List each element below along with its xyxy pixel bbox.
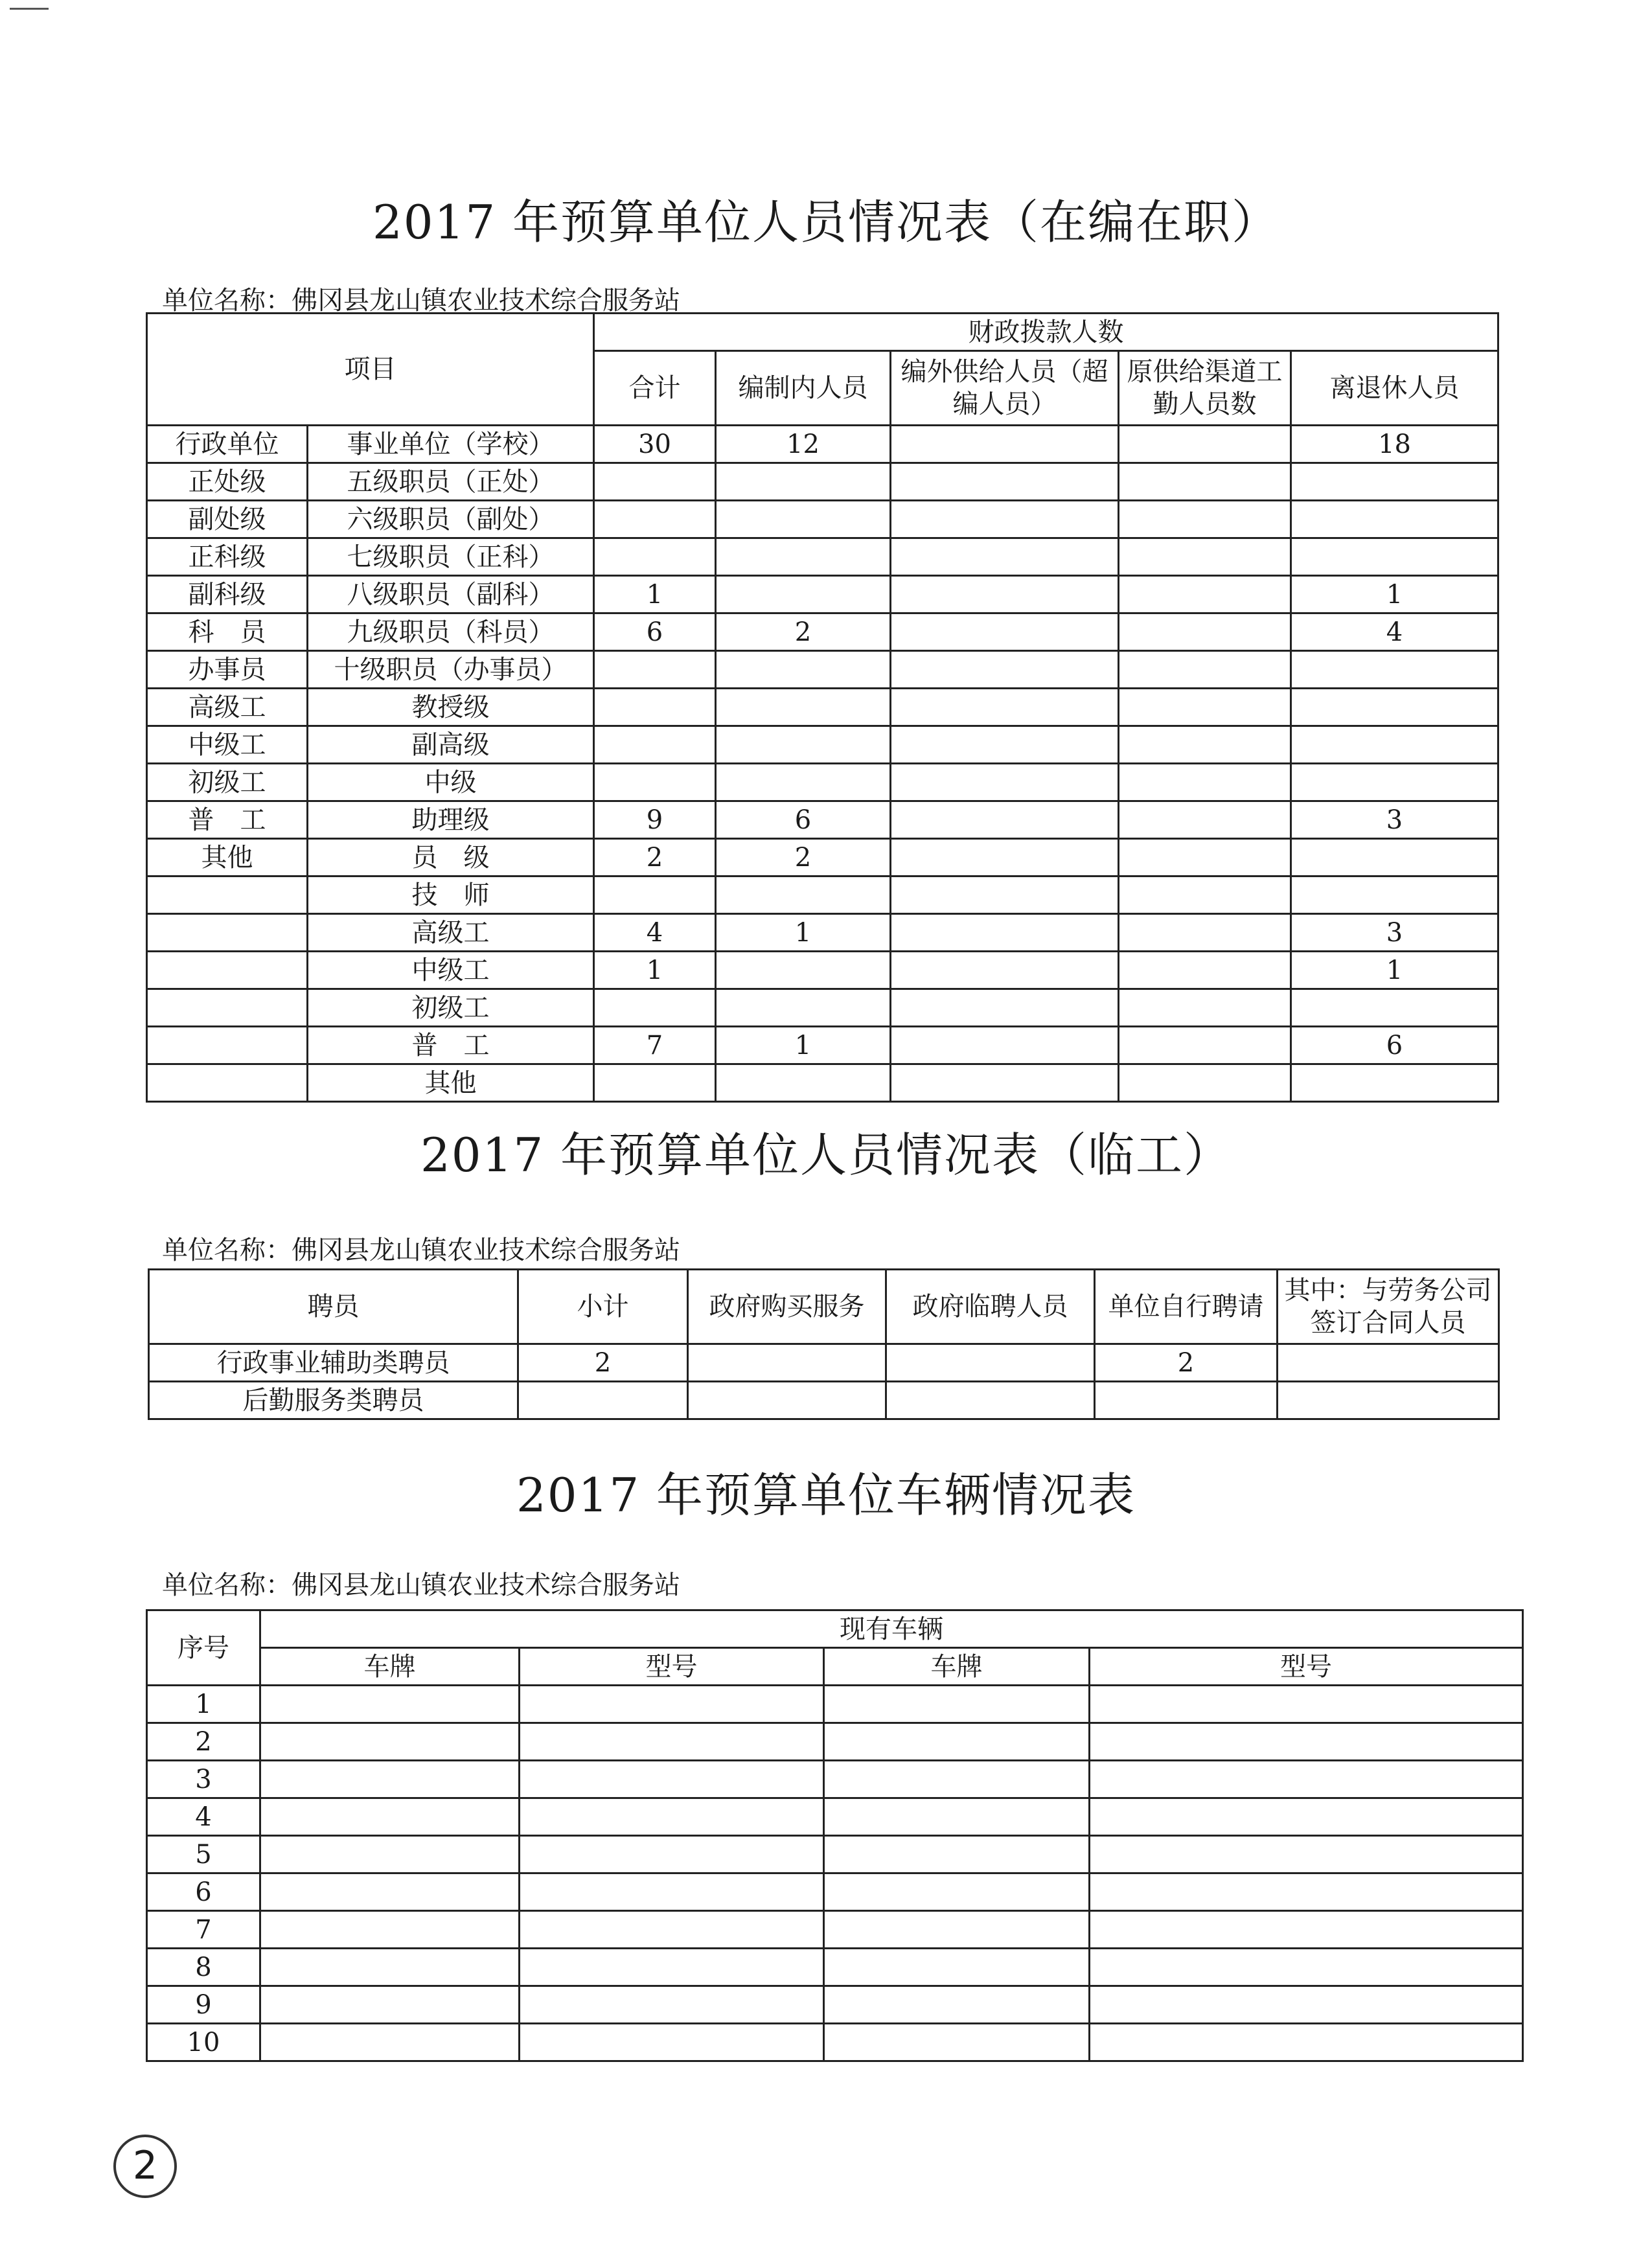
row-value: 4 bbox=[594, 914, 716, 952]
row-value bbox=[716, 501, 891, 538]
page-number-mark: 2 bbox=[113, 2135, 177, 2198]
row-value bbox=[1119, 726, 1291, 764]
row-vehicle-cell bbox=[824, 1873, 1090, 1911]
row-grade: 六级职员（副处） bbox=[308, 501, 594, 538]
row-value: 3 bbox=[1291, 914, 1498, 952]
table2-title: 2017 年预算单位人员情况表（临工） bbox=[420, 1128, 1232, 1182]
row-value bbox=[891, 764, 1119, 801]
row-value bbox=[1119, 952, 1291, 989]
vehicle-table bbox=[146, 1609, 1524, 2062]
row-seq: 10 bbox=[147, 2024, 260, 2061]
row-value bbox=[594, 501, 716, 538]
row-value bbox=[594, 538, 716, 576]
table-row bbox=[147, 1064, 1498, 1102]
row-grade: 员 级 bbox=[308, 839, 594, 876]
staff-table-body bbox=[147, 426, 1498, 1102]
row-grade: 事业单位（学校） bbox=[308, 426, 594, 463]
header-total: 合计 bbox=[594, 351, 716, 426]
row-value bbox=[716, 876, 891, 914]
row-vehicle-cell bbox=[260, 1986, 520, 2024]
row-value bbox=[886, 1344, 1095, 1382]
row-grade: 其他 bbox=[308, 1064, 594, 1102]
row-value bbox=[594, 726, 716, 764]
table2-unit-name: 单位名称：佛冈县龙山镇农业技术综合服务站 bbox=[162, 1235, 680, 1265]
row-grade: 技 师 bbox=[308, 876, 594, 914]
row-vehicle-cell bbox=[824, 1836, 1090, 1873]
row-vehicle-cell bbox=[1090, 1873, 1523, 1911]
row-value: 18 bbox=[1291, 426, 1498, 463]
row-grade: 中级 bbox=[308, 764, 594, 801]
row-vehicle-cell bbox=[824, 1911, 1090, 1949]
row-value: 1 bbox=[716, 914, 891, 952]
row-value: 1 bbox=[1291, 576, 1498, 613]
row-value bbox=[716, 576, 891, 613]
row-value: 2 bbox=[716, 839, 891, 876]
header-current-vehicles: 现有车辆 bbox=[260, 1610, 1523, 1648]
row-value: 7 bbox=[594, 1027, 716, 1064]
row-vehicle-cell bbox=[520, 1949, 824, 1986]
row-grade: 中级工 bbox=[308, 952, 594, 989]
row-value: 2 bbox=[518, 1344, 688, 1382]
header-retired: 离退休人员 bbox=[1291, 351, 1498, 426]
table-row bbox=[147, 1986, 1523, 2024]
row-seq: 6 bbox=[147, 1873, 260, 1911]
row-value bbox=[891, 989, 1119, 1027]
row-value bbox=[891, 801, 1119, 839]
row-seq: 1 bbox=[147, 1686, 260, 1723]
row-value bbox=[891, 839, 1119, 876]
row-category: 行政单位 bbox=[147, 426, 308, 463]
row-value bbox=[1291, 501, 1498, 538]
row-value bbox=[1119, 538, 1291, 576]
row-vehicle-cell bbox=[260, 1873, 520, 1911]
row-vehicle-cell bbox=[260, 1723, 520, 1761]
table-row bbox=[147, 576, 1498, 613]
row-value bbox=[688, 1382, 886, 1419]
row-value: 2 bbox=[1095, 1344, 1278, 1382]
row-value bbox=[891, 726, 1119, 764]
row-value bbox=[891, 876, 1119, 914]
row-value: 30 bbox=[594, 426, 716, 463]
row-vehicle-cell bbox=[1090, 1723, 1523, 1761]
row-vehicle-cell bbox=[260, 1836, 520, 1873]
row-value bbox=[891, 1027, 1119, 1064]
row-value bbox=[716, 651, 891, 689]
row-category bbox=[147, 952, 308, 989]
row-seq: 4 bbox=[147, 1798, 260, 1836]
row-value bbox=[688, 1344, 886, 1382]
table-row bbox=[147, 1027, 1498, 1064]
table-row bbox=[147, 1723, 1523, 1761]
row-value bbox=[594, 463, 716, 501]
table-row bbox=[147, 651, 1498, 689]
row-value bbox=[1119, 576, 1291, 613]
table-row bbox=[147, 914, 1498, 952]
temp-staff-table bbox=[148, 1268, 1500, 1420]
header-gov-temp: 政府临聘人员 bbox=[886, 1270, 1095, 1344]
row-vehicle-cell bbox=[260, 2024, 520, 2061]
row-value bbox=[1278, 1344, 1499, 1382]
row-vehicle-cell bbox=[824, 1723, 1090, 1761]
row-value bbox=[716, 726, 891, 764]
row-value bbox=[891, 613, 1119, 651]
row-value bbox=[886, 1382, 1095, 1419]
row-value bbox=[1119, 613, 1291, 651]
header-extra-staff: 编外供给人员（超编人员） bbox=[891, 351, 1119, 426]
row-grade: 助理级 bbox=[308, 801, 594, 839]
row-seq: 7 bbox=[147, 1911, 260, 1949]
row-value bbox=[1291, 989, 1498, 1027]
row-value bbox=[1119, 426, 1291, 463]
header-plate-1: 车牌 bbox=[260, 1648, 520, 1686]
table-row bbox=[147, 2024, 1523, 2061]
row-category bbox=[147, 876, 308, 914]
row-value bbox=[716, 764, 891, 801]
row-value: 12 bbox=[716, 426, 891, 463]
row-value bbox=[1119, 801, 1291, 839]
table-row bbox=[147, 501, 1498, 538]
row-value bbox=[1291, 1064, 1498, 1102]
scan-corner-mark bbox=[10, 8, 49, 10]
row-value bbox=[891, 538, 1119, 576]
row-value bbox=[891, 426, 1119, 463]
table-row bbox=[147, 1798, 1523, 1836]
row-vehicle-cell bbox=[1090, 1761, 1523, 1798]
row-vehicle-cell bbox=[1090, 1986, 1523, 2024]
row-value: 2 bbox=[594, 839, 716, 876]
row-value bbox=[891, 463, 1119, 501]
row-vehicle-cell bbox=[520, 1986, 824, 2024]
table-row bbox=[147, 1911, 1523, 1949]
header-hired: 聘员 bbox=[149, 1270, 518, 1344]
row-value bbox=[1119, 989, 1291, 1027]
table-row bbox=[147, 538, 1498, 576]
row-value: 6 bbox=[716, 801, 891, 839]
row-value bbox=[1095, 1382, 1278, 1419]
row-value bbox=[716, 463, 891, 501]
row-vehicle-cell bbox=[520, 1798, 824, 1836]
row-value bbox=[891, 689, 1119, 726]
table-row bbox=[149, 1344, 1499, 1382]
row-category: 副处级 bbox=[147, 501, 308, 538]
row-vehicle-cell bbox=[260, 1949, 520, 1986]
row-category: 高级工 bbox=[147, 689, 308, 726]
row-vehicle-cell bbox=[824, 1986, 1090, 2024]
table-row bbox=[147, 876, 1498, 914]
row-category bbox=[147, 1064, 308, 1102]
row-value: 1 bbox=[594, 576, 716, 613]
row-category bbox=[147, 1027, 308, 1064]
header-gov-purchase: 政府购买服务 bbox=[688, 1270, 886, 1344]
row-vehicle-cell bbox=[1090, 1686, 1523, 1723]
row-vehicle-cell bbox=[520, 1873, 824, 1911]
row-vehicle-cell bbox=[520, 1911, 824, 1949]
header-subtotal: 小计 bbox=[518, 1270, 688, 1344]
header-finance-group: 财政拨款人数 bbox=[594, 314, 1498, 351]
table-row bbox=[147, 952, 1498, 989]
row-seq: 3 bbox=[147, 1761, 260, 1798]
row-value bbox=[1119, 689, 1291, 726]
row-seq: 9 bbox=[147, 1986, 260, 2024]
table-row bbox=[147, 839, 1498, 876]
row-value bbox=[891, 952, 1119, 989]
row-value bbox=[716, 1064, 891, 1102]
row-category: 副科级 bbox=[147, 576, 308, 613]
row-category: 中级工 bbox=[147, 726, 308, 764]
row-vehicle-cell bbox=[824, 1798, 1090, 1836]
row-category: 办事员 bbox=[147, 651, 308, 689]
table-row bbox=[147, 801, 1498, 839]
row-value bbox=[891, 651, 1119, 689]
row-value bbox=[1278, 1382, 1499, 1419]
row-value bbox=[518, 1382, 688, 1419]
table-row bbox=[147, 613, 1498, 651]
row-seq: 2 bbox=[147, 1723, 260, 1761]
row-grade: 五级职员（正处） bbox=[308, 463, 594, 501]
row-value bbox=[1291, 726, 1498, 764]
header-model-2: 型号 bbox=[1090, 1648, 1523, 1686]
row-grade: 普 工 bbox=[308, 1027, 594, 1064]
row-category: 正处级 bbox=[147, 463, 308, 501]
row-vehicle-cell bbox=[1090, 1836, 1523, 1873]
row-hire-type: 后勤服务类聘员 bbox=[149, 1382, 518, 1419]
row-category bbox=[147, 914, 308, 952]
row-value bbox=[1119, 914, 1291, 952]
row-value bbox=[891, 501, 1119, 538]
row-value bbox=[1119, 876, 1291, 914]
table-row bbox=[147, 1873, 1523, 1911]
table1-unit-name: 单位名称：佛冈县龙山镇农业技术综合服务站 bbox=[162, 286, 680, 315]
row-value bbox=[594, 876, 716, 914]
row-vehicle-cell bbox=[1090, 2024, 1523, 2061]
row-vehicle-cell bbox=[824, 1761, 1090, 1798]
row-seq: 5 bbox=[147, 1836, 260, 1873]
row-value: 1 bbox=[1291, 952, 1498, 989]
row-grade: 十级职员（办事员） bbox=[308, 651, 594, 689]
row-value: 1 bbox=[716, 1027, 891, 1064]
header-in-staff: 编制内人员 bbox=[716, 351, 891, 426]
row-value bbox=[891, 1064, 1119, 1102]
row-grade: 教授级 bbox=[308, 689, 594, 726]
row-category: 初级工 bbox=[147, 764, 308, 801]
row-vehicle-cell bbox=[520, 2024, 824, 2061]
vehicle-table-body bbox=[147, 1686, 1523, 2061]
table-row bbox=[149, 1382, 1499, 1419]
row-value: 3 bbox=[1291, 801, 1498, 839]
row-value bbox=[594, 989, 716, 1027]
table-row bbox=[147, 764, 1498, 801]
row-value bbox=[594, 689, 716, 726]
row-value bbox=[1119, 1064, 1291, 1102]
row-vehicle-cell bbox=[520, 1836, 824, 1873]
row-value: 6 bbox=[1291, 1027, 1498, 1064]
row-value: 4 bbox=[1291, 613, 1498, 651]
row-vehicle-cell bbox=[824, 1949, 1090, 1986]
header-self-hired: 单位自行聘请 bbox=[1095, 1270, 1278, 1344]
row-value bbox=[1119, 463, 1291, 501]
row-value bbox=[716, 989, 891, 1027]
row-category: 其他 bbox=[147, 839, 308, 876]
row-grade: 八级职员（副科） bbox=[308, 576, 594, 613]
row-value bbox=[1119, 501, 1291, 538]
table-row bbox=[147, 1949, 1523, 1986]
row-vehicle-cell bbox=[260, 1761, 520, 1798]
row-category: 正科级 bbox=[147, 538, 308, 576]
table-row bbox=[147, 463, 1498, 501]
row-category: 科 员 bbox=[147, 613, 308, 651]
table-row bbox=[147, 1686, 1523, 1723]
header-labor-contract: 其中：与劳务公司签订合同人员 bbox=[1278, 1270, 1499, 1344]
row-grade: 七级职员（正科） bbox=[308, 538, 594, 576]
row-vehicle-cell bbox=[520, 1723, 824, 1761]
row-hire-type: 行政事业辅助类聘员 bbox=[149, 1344, 518, 1382]
table3-unit-name: 单位名称：佛冈县龙山镇农业技术综合服务站 bbox=[162, 1570, 680, 1600]
row-category: 普 工 bbox=[147, 801, 308, 839]
row-vehicle-cell bbox=[520, 1686, 824, 1723]
row-value bbox=[1291, 689, 1498, 726]
header-item: 项目 bbox=[147, 314, 594, 426]
row-seq: 8 bbox=[147, 1949, 260, 1986]
row-value: 2 bbox=[716, 613, 891, 651]
row-value bbox=[891, 914, 1119, 952]
row-value bbox=[716, 952, 891, 989]
table-row bbox=[147, 989, 1498, 1027]
header-plate-2: 车牌 bbox=[824, 1648, 1090, 1686]
row-value bbox=[1291, 651, 1498, 689]
row-value bbox=[1291, 876, 1498, 914]
row-grade: 副高级 bbox=[308, 726, 594, 764]
table-row bbox=[147, 689, 1498, 726]
row-value: 9 bbox=[594, 801, 716, 839]
row-value bbox=[1119, 651, 1291, 689]
table-row bbox=[147, 726, 1498, 764]
row-vehicle-cell bbox=[824, 2024, 1090, 2061]
row-value bbox=[1119, 1027, 1291, 1064]
header-original-workers: 原供给渠道工勤人员数 bbox=[1119, 351, 1291, 426]
temp-staff-table-body bbox=[149, 1344, 1499, 1419]
row-vehicle-cell bbox=[824, 1686, 1090, 1723]
header-seq: 序号 bbox=[147, 1610, 260, 1686]
table1-title: 2017 年预算单位人员情况表（在编在职） bbox=[372, 195, 1280, 249]
row-value bbox=[891, 576, 1119, 613]
row-vehicle-cell bbox=[520, 1761, 824, 1798]
row-vehicle-cell bbox=[260, 1798, 520, 1836]
row-value bbox=[594, 764, 716, 801]
row-value bbox=[1119, 839, 1291, 876]
staff-table bbox=[146, 312, 1499, 1103]
row-value bbox=[1291, 538, 1498, 576]
row-value bbox=[1291, 463, 1498, 501]
table3-title: 2017 年预算单位车辆情况表 bbox=[516, 1468, 1136, 1522]
row-value bbox=[594, 651, 716, 689]
row-grade: 初级工 bbox=[308, 989, 594, 1027]
row-value bbox=[1291, 764, 1498, 801]
row-value bbox=[716, 538, 891, 576]
table-row bbox=[147, 1761, 1523, 1798]
row-value: 1 bbox=[594, 952, 716, 989]
row-vehicle-cell bbox=[1090, 1949, 1523, 1986]
table-row bbox=[147, 1836, 1523, 1873]
table-row bbox=[147, 426, 1498, 463]
header-model-1: 型号 bbox=[520, 1648, 824, 1686]
row-vehicle-cell bbox=[1090, 1798, 1523, 1836]
row-value bbox=[1119, 764, 1291, 801]
row-value bbox=[594, 1064, 716, 1102]
row-value: 6 bbox=[594, 613, 716, 651]
row-vehicle-cell bbox=[260, 1686, 520, 1723]
row-vehicle-cell bbox=[1090, 1911, 1523, 1949]
row-grade: 高级工 bbox=[308, 914, 594, 952]
row-value bbox=[1291, 839, 1498, 876]
row-value bbox=[716, 689, 891, 726]
row-grade: 九级职员（科员） bbox=[308, 613, 594, 651]
row-category bbox=[147, 989, 308, 1027]
row-vehicle-cell bbox=[260, 1911, 520, 1949]
